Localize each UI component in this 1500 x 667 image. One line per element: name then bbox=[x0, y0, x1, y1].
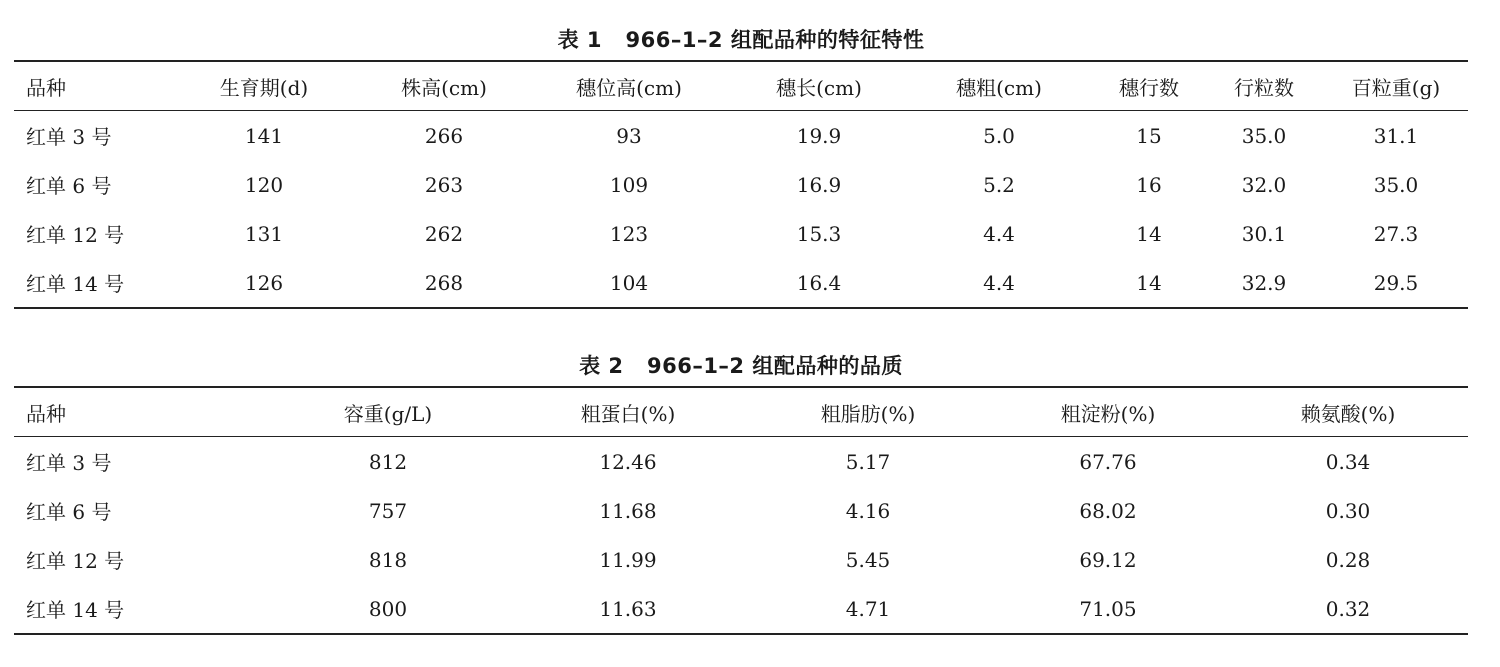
table-cell: 141 bbox=[244, 123, 284, 148]
table-cell: 800 bbox=[368, 596, 408, 621]
table-row bbox=[14, 437, 1468, 487]
table-cell: 红单 6 号 bbox=[26, 174, 112, 198]
table-cell: 35.0 bbox=[1241, 123, 1287, 148]
table-cell: 67.76 bbox=[1079, 449, 1137, 474]
table-2-header-cell: 品种 bbox=[26, 401, 66, 426]
table-cell: 126 bbox=[244, 270, 284, 295]
table-cell: 35.0 bbox=[1373, 172, 1419, 197]
table-2-header-cell: 赖氨酸(%) bbox=[1300, 401, 1396, 426]
table-cell: 818 bbox=[368, 547, 408, 572]
table-1-header-cell: 穗长(cm) bbox=[776, 75, 862, 100]
table-cell: 5.2 bbox=[983, 172, 1015, 197]
table-1-header-cell: 行粒数 bbox=[1234, 75, 1294, 100]
table-cell: 93 bbox=[616, 123, 642, 148]
table-1-block bbox=[14, 20, 1468, 309]
table-1-header-row bbox=[14, 61, 1468, 111]
table-1-header-cell: 百粒重(g) bbox=[1351, 75, 1441, 100]
table-cell: 5.45 bbox=[845, 547, 891, 572]
table-cell: 266 bbox=[424, 123, 464, 148]
table-cell: 27.3 bbox=[1373, 221, 1419, 246]
table-cell: 11.68 bbox=[599, 498, 657, 523]
table-cell: 31.1 bbox=[1373, 123, 1419, 148]
table-cell: 69.12 bbox=[1079, 547, 1137, 572]
table-row bbox=[14, 535, 1468, 584]
table-cell: 120 bbox=[244, 172, 284, 197]
table-cell: 123 bbox=[609, 221, 649, 246]
table-row bbox=[14, 160, 1468, 209]
table-row bbox=[14, 584, 1468, 634]
table-row bbox=[14, 486, 1468, 535]
table-2-block bbox=[14, 346, 1468, 635]
table-cell: 16.9 bbox=[796, 172, 842, 197]
table-cell: 11.63 bbox=[599, 596, 657, 621]
table-cell: 29.5 bbox=[1373, 270, 1419, 295]
table-1-header-cell: 株高(cm) bbox=[401, 75, 487, 100]
table-1 bbox=[14, 60, 1468, 309]
table-1-header-cell: 生育期(d) bbox=[219, 75, 309, 100]
table-cell: 268 bbox=[424, 270, 464, 295]
table-cell: 0.34 bbox=[1325, 449, 1371, 474]
table-cell: 红单 6 号 bbox=[26, 500, 112, 524]
table-cell: 5.0 bbox=[983, 123, 1015, 148]
table-cell: 14 bbox=[1136, 221, 1162, 246]
table-cell: 19.9 bbox=[796, 123, 842, 148]
table-cell: 68.02 bbox=[1079, 498, 1137, 523]
table-cell: 131 bbox=[244, 221, 284, 246]
table-cell: 109 bbox=[609, 172, 649, 197]
table-2-header-cell: 粗淀粉(%) bbox=[1060, 401, 1156, 426]
table-cell: 30.1 bbox=[1241, 221, 1287, 246]
table-2-header-cell: 粗蛋白(%) bbox=[580, 401, 676, 426]
table-cell: 32.9 bbox=[1241, 270, 1287, 295]
table-1-caption: 表 1 966–1–2 组配品种的特征特性 bbox=[557, 28, 925, 52]
table-cell: 104 bbox=[609, 270, 649, 295]
table-cell: 红单 3 号 bbox=[26, 451, 112, 475]
table-cell: 71.05 bbox=[1079, 596, 1137, 621]
table-cell: 4.4 bbox=[983, 270, 1015, 295]
table-cell: 红单 14 号 bbox=[26, 272, 125, 296]
table-cell: 262 bbox=[424, 221, 464, 246]
table-cell: 14 bbox=[1136, 270, 1162, 295]
table-cell: 11.99 bbox=[599, 547, 657, 572]
table-cell: 4.16 bbox=[845, 498, 891, 523]
table-cell: 16.4 bbox=[796, 270, 842, 295]
table-cell: 红单 3 号 bbox=[26, 125, 112, 149]
table-cell: 4.4 bbox=[983, 221, 1015, 246]
table-1-header-cell: 穗位高(cm) bbox=[576, 75, 682, 100]
table-row bbox=[14, 111, 1468, 161]
table-cell: 812 bbox=[368, 449, 408, 474]
table-cell: 32.0 bbox=[1241, 172, 1287, 197]
table-row bbox=[14, 258, 1468, 308]
table-cell: 12.46 bbox=[599, 449, 657, 474]
table-2 bbox=[14, 386, 1468, 635]
table-cell: 0.28 bbox=[1325, 547, 1371, 572]
table-cell: 15.3 bbox=[796, 221, 842, 246]
table-cell: 4.71 bbox=[845, 596, 891, 621]
table-2-caption: 表 2 966–1–2 组配品种的品质 bbox=[579, 354, 903, 378]
table-cell: 红单 12 号 bbox=[26, 549, 125, 573]
table-2-header-row bbox=[14, 387, 1468, 437]
table-cell: 红单 12 号 bbox=[26, 223, 125, 247]
table-cell: 5.17 bbox=[845, 449, 891, 474]
table-cell: 红单 14 号 bbox=[26, 598, 125, 622]
table-cell: 16 bbox=[1136, 172, 1162, 197]
table-cell: 0.30 bbox=[1325, 498, 1371, 523]
table-cell: 757 bbox=[368, 498, 408, 523]
table-row bbox=[14, 209, 1468, 258]
table-cell: 0.32 bbox=[1325, 596, 1371, 621]
table-1-header-cell: 品种 bbox=[26, 75, 66, 100]
table-1-header-cell: 穗行数 bbox=[1119, 75, 1179, 100]
table-cell: 15 bbox=[1136, 123, 1162, 148]
table-1-header-cell: 穗粗(cm) bbox=[956, 75, 1042, 100]
table-cell: 263 bbox=[424, 172, 464, 197]
table-2-header-cell: 容重(g/L) bbox=[343, 401, 433, 426]
table-2-header-cell: 粗脂肪(%) bbox=[820, 401, 916, 426]
